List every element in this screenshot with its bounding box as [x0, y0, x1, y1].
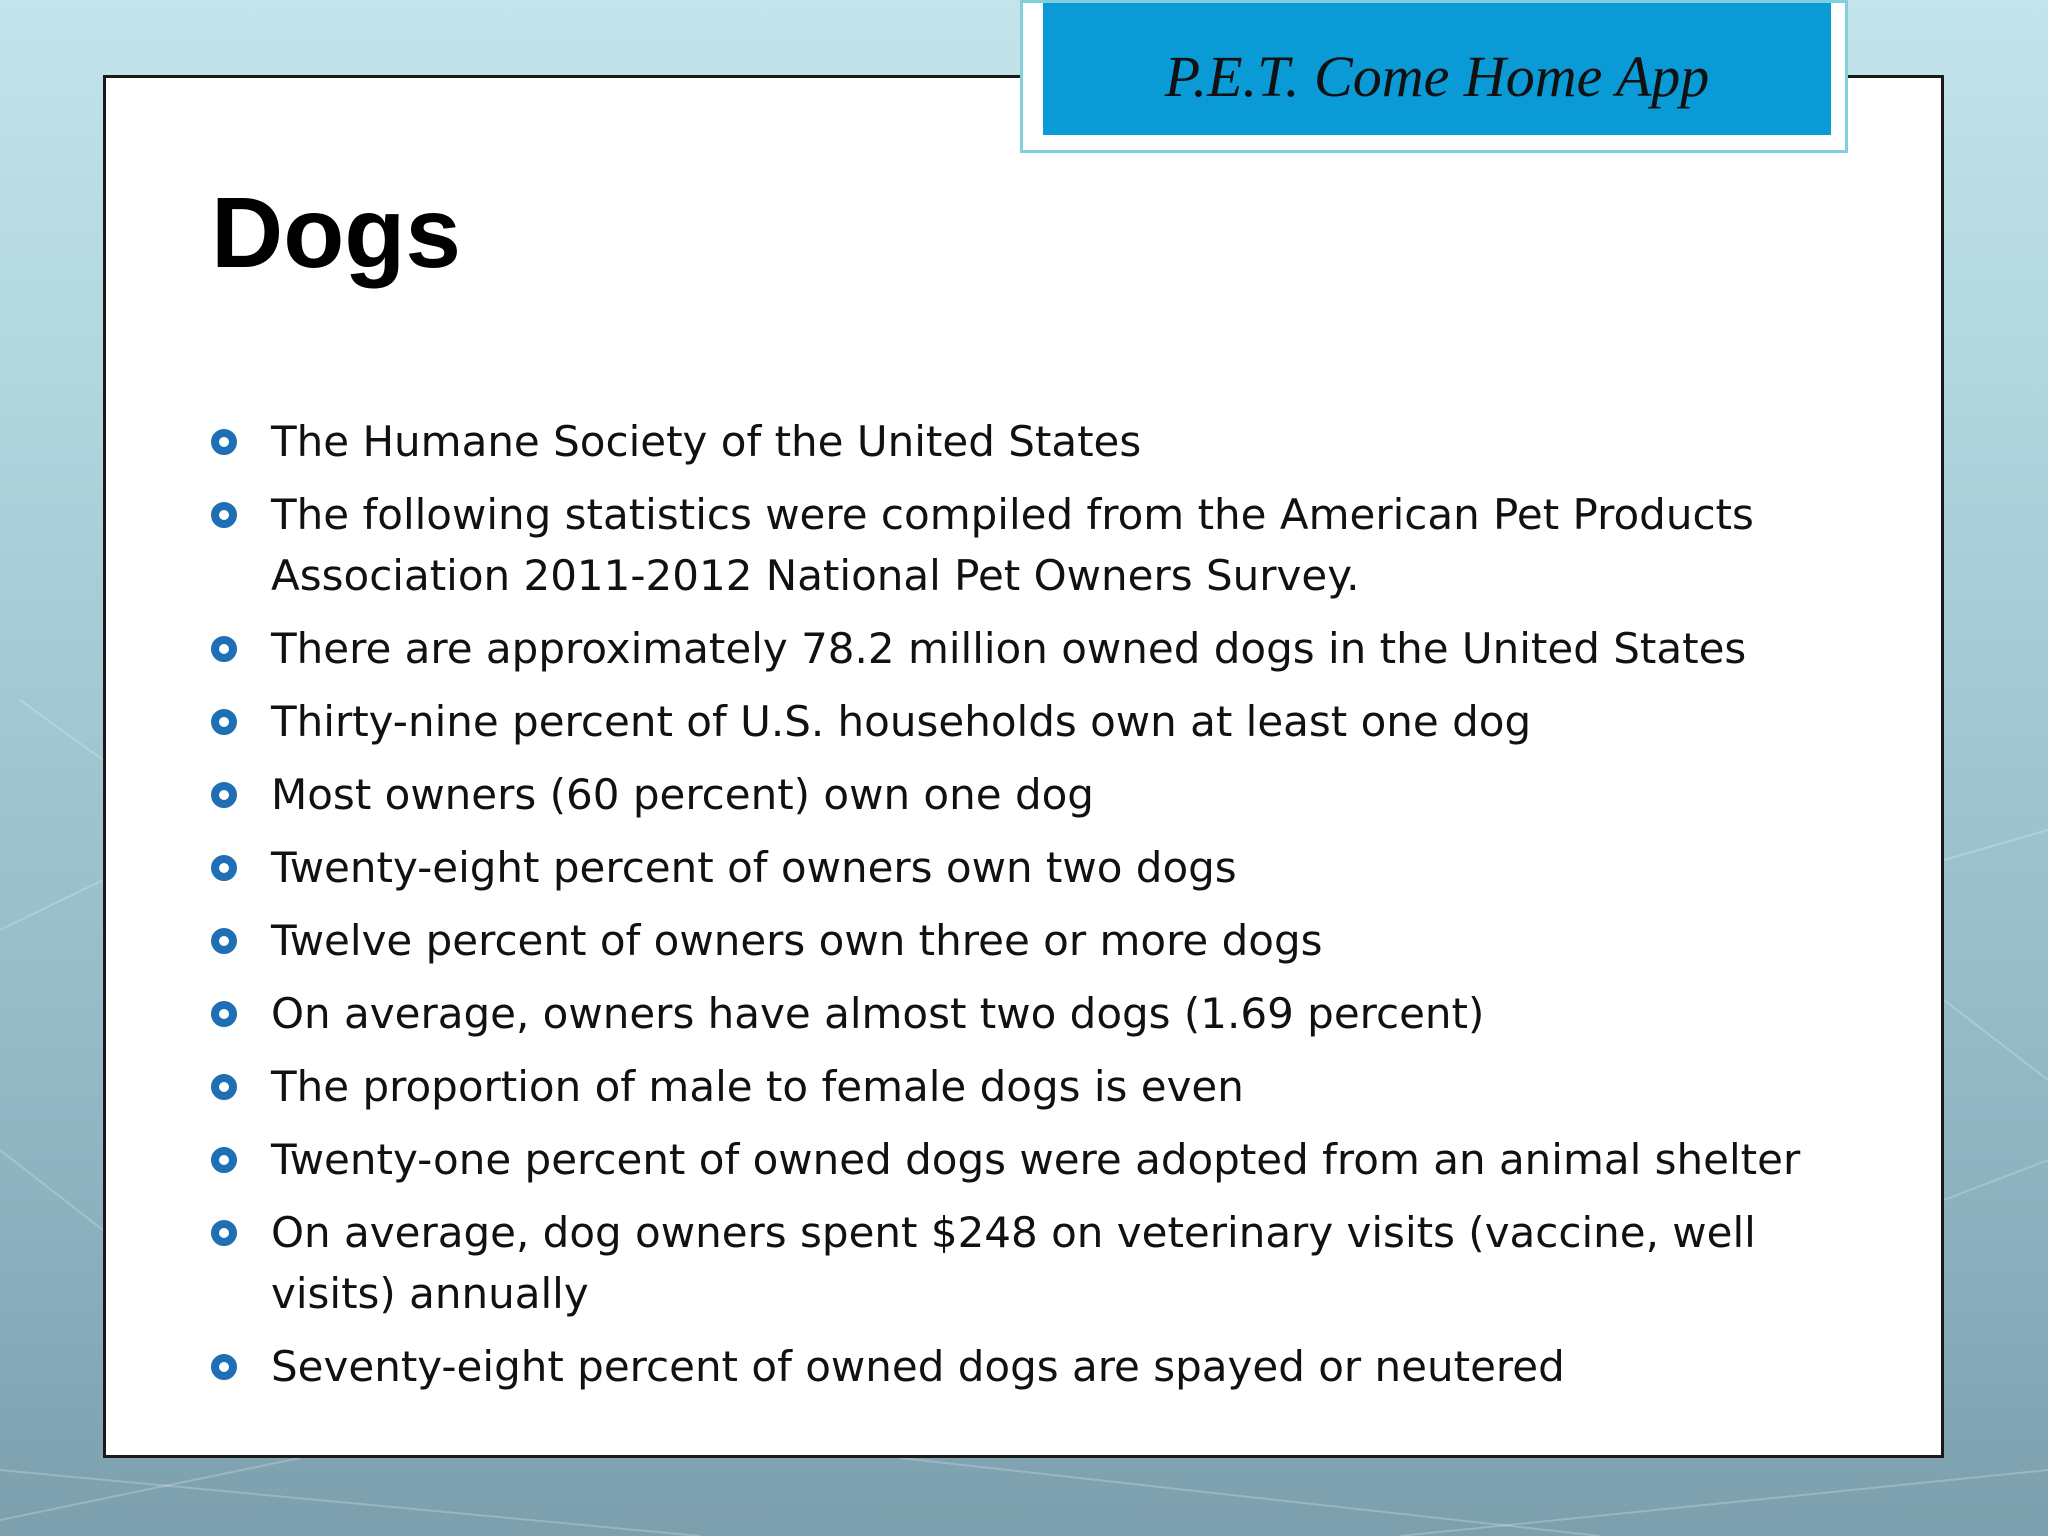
bullet-text: Twenty-eight percent of owners own two dogs — [271, 843, 1237, 892]
circle-bullet-icon — [211, 502, 237, 528]
bullet-item — [211, 764, 1891, 825]
bullet-item — [211, 618, 1891, 679]
header-banner — [1043, 3, 1831, 135]
circle-bullet-icon — [211, 1354, 237, 1380]
circle-bullet-icon — [211, 429, 237, 455]
circle-bullet-icon — [211, 1147, 237, 1173]
bullet-item — [211, 1336, 1891, 1397]
bullet-text: The Humane Society of the United States — [271, 417, 1142, 466]
header-tab — [1020, 0, 1848, 153]
bullet-item — [211, 910, 1891, 971]
bullet-item — [211, 411, 1891, 472]
bullet-text: Twelve percent of owners own three or more dogs — [271, 916, 1323, 965]
circle-bullet-icon — [211, 928, 237, 954]
bullet-item — [211, 484, 1891, 606]
slide-content-card — [103, 75, 1944, 1458]
bullet-text: The proportion of male to female dogs is even — [271, 1062, 1244, 1111]
bullet-item — [211, 691, 1891, 752]
slide-title: Dogs — [211, 177, 461, 289]
bullet-item — [211, 1129, 1891, 1190]
circle-bullet-icon — [211, 855, 237, 881]
bullet-item — [211, 983, 1891, 1044]
circle-bullet-icon — [211, 1001, 237, 1027]
bullet-text: On average, dog owners spent $248 on veterinary visits (vaccine, well visits) annually — [271, 1208, 1756, 1318]
bullet-text: The following statistics were compiled from the American Pet Products Association 2011-2012 National Pet Owners Survey. — [271, 490, 1754, 600]
circle-bullet-icon — [211, 782, 237, 808]
bullet-text: Most owners (60 percent) own one dog — [271, 770, 1094, 819]
circle-bullet-icon — [211, 1220, 237, 1246]
bullet-text: Twenty-one percent of owned dogs were adopted from an animal shelter — [271, 1135, 1801, 1184]
bullet-text: On average, owners have almost two dogs (1.69 percent) — [271, 989, 1485, 1038]
bullet-item — [211, 1056, 1891, 1117]
app-title: P.E.T. Come Home App — [1164, 43, 1710, 109]
bullet-item — [211, 1202, 1891, 1324]
circle-bullet-icon — [211, 709, 237, 735]
circle-bullet-icon — [211, 1074, 237, 1100]
bullet-text: Thirty-nine percent of U.S. households own at least one dog — [271, 697, 1532, 746]
bullet-list — [211, 411, 1891, 1409]
circle-bullet-icon — [211, 636, 237, 662]
bullet-item — [211, 837, 1891, 898]
bullet-text: Seventy-eight percent of owned dogs are spayed or neutered — [271, 1342, 1565, 1391]
bullet-text: There are approximately 78.2 million owned dogs in the United States — [271, 624, 1747, 673]
